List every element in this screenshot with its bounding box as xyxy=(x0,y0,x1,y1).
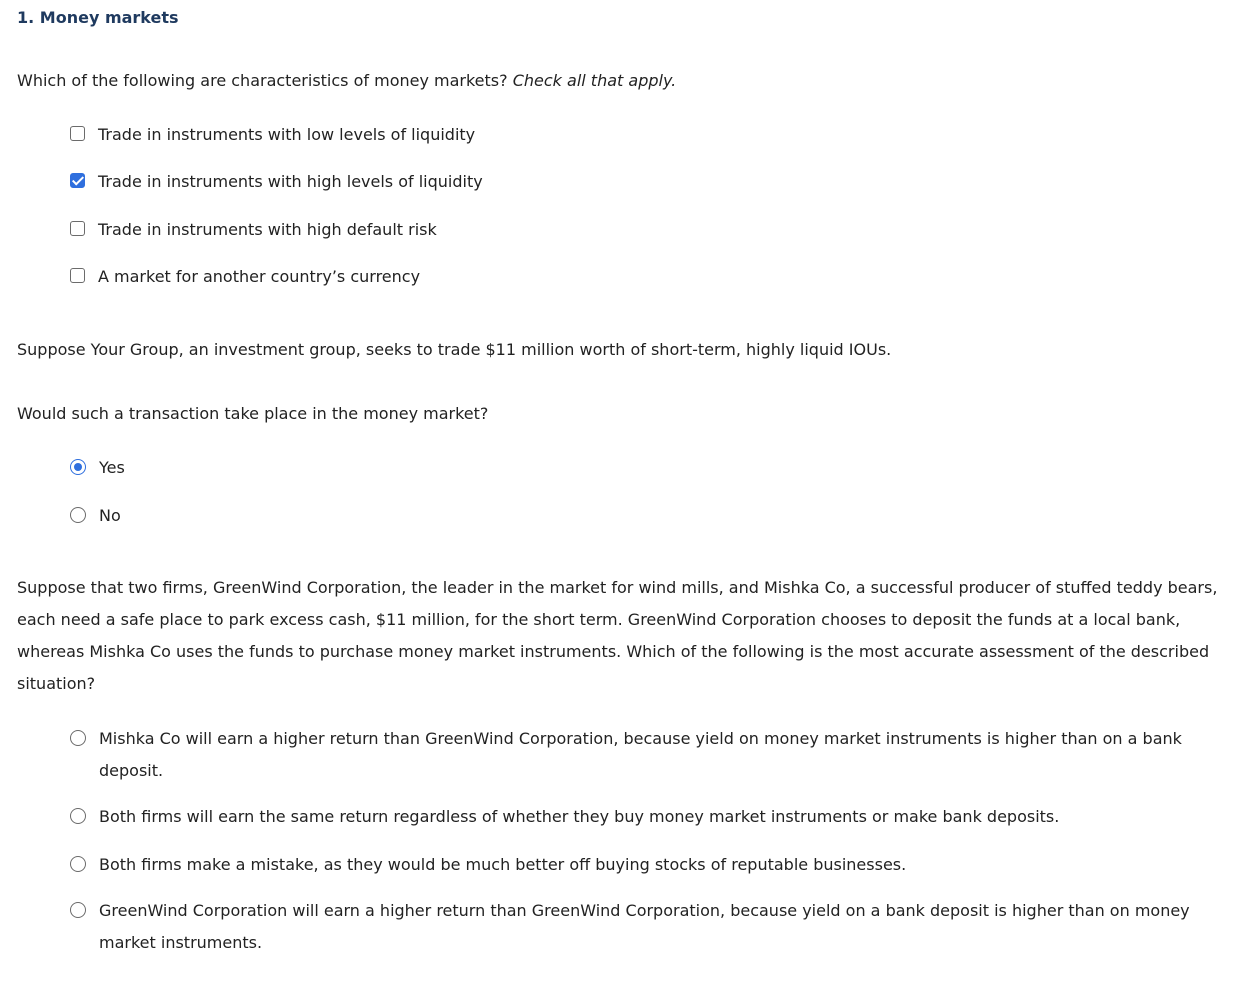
radio-unselected[interactable] xyxy=(70,856,86,872)
radio-label: GreenWind Corporation will earn a higher return than GreenWind Corporation, because yield on a bank deposit is higher than on money market instruments. xyxy=(99,901,1190,952)
radio-label: Both firms will earn the same return regardless of whether they buy money market instruments or make bank deposits. xyxy=(99,807,1060,826)
question-2-prompt: Would such a transaction take place in the money market? xyxy=(17,404,489,423)
question-1-text: Which of the following are characteristics of money markets? xyxy=(17,71,508,90)
radio-label: Mishka Co will earn a higher return than GreenWind Corporation, because yield on money market instruments is higher than on a bank deposit. xyxy=(99,729,1182,780)
radio-unselected[interactable] xyxy=(70,902,86,918)
radio-unselected[interactable] xyxy=(70,507,86,523)
checkbox-option-foreign-currency[interactable] xyxy=(68,261,1224,293)
radio-option-no[interactable] xyxy=(68,500,1224,532)
checkbox-unchecked[interactable] xyxy=(70,268,85,283)
question-1-prompt xyxy=(17,65,676,97)
checkbox-unchecked[interactable] xyxy=(70,126,85,141)
checkbox-option-low-liquidity[interactable] xyxy=(68,119,1224,151)
checkbox-option-high-default-risk[interactable] xyxy=(68,214,1224,246)
checkbox-label: Trade in instruments with low levels of liquidity xyxy=(98,125,476,144)
radio-selected[interactable] xyxy=(70,459,86,475)
page-title: 1. Money markets xyxy=(17,8,179,27)
checkbox-option-high-liquidity[interactable] xyxy=(68,166,1224,198)
question-1-hint: Check all that apply. xyxy=(512,71,677,90)
checkbox-label: A market for another country’s currency xyxy=(98,267,421,286)
question-3-prompt: Suppose that two firms, GreenWind Corporation, the leader in the market for wind mills, and Mishka Co, a successful producer of stuffed teddy bears, each need a safe place to park excess cash, $11 million, for the short term. GreenWind Corporation chooses to deposit the funds at a local bank, whereas Mishka Co uses the funds to purchase money market instruments. Which of the following is the most accurate assessment of the described situation? xyxy=(17,578,1218,693)
question-2-scenario: Suppose Your Group, an investment group, seeks to trade $11 million worth of short-term, highly liquid IOUs. xyxy=(17,340,892,359)
checkbox-label: Trade in instruments with high levels of liquidity xyxy=(98,172,483,191)
radio-option-greenwind-higher[interactable] xyxy=(68,895,1224,959)
checkbox-unchecked[interactable] xyxy=(70,221,85,236)
radio-option-mishka-higher[interactable] xyxy=(68,723,1224,787)
radio-option-yes[interactable] xyxy=(68,452,1224,484)
checkbox-label: Trade in instruments with high default risk xyxy=(98,220,437,239)
radio-option-both-mistake[interactable] xyxy=(68,849,1224,881)
radio-unselected[interactable] xyxy=(70,730,86,746)
radio-unselected[interactable] xyxy=(70,808,86,824)
radio-label: Both firms make a mistake, as they would be much better off buying stocks of reputable businesses. xyxy=(99,855,907,874)
radio-label: No xyxy=(99,506,121,525)
checkbox-checked[interactable] xyxy=(70,173,85,188)
radio-label: Yes xyxy=(99,458,125,477)
radio-option-same-return[interactable] xyxy=(68,801,1224,833)
